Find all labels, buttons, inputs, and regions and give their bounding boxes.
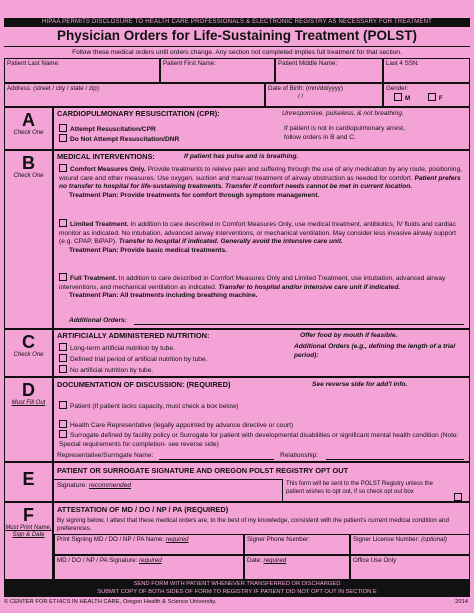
section-f-tab [4,502,53,580]
section-a-side-note-1: If patient is not in cardiopulmonary arrest, [284,125,405,132]
discussion-surrogate-checkbox[interactable] [59,430,67,438]
section-f-header: ATTESTATION OF MD / DO / NP / PA [57,505,183,514]
form-year: 2014 [455,599,468,605]
nutrition-none-checkbox[interactable] [59,365,67,373]
full-treatment-transfer-note: Transfer to hospital and/or intensive care unit if indicated. [218,283,401,291]
address-field[interactable] [4,83,265,107]
section-e-letter: E [22,469,35,489]
section-b-letter: B [22,153,35,173]
limited-treatment-transfer-note: Transfer to hospital if indicated. Generally avoid the intensive care unit. [118,238,343,246]
section-c-body [53,329,470,377]
signer-name-label: Print Signing MD / DO / NP / PA Name: [57,536,165,543]
signer-phone-label: Signer Phone Number: [247,536,310,543]
section-a-letter: A [22,110,35,130]
signer-signature-required: required [138,557,162,564]
section-f-body [53,502,470,580]
dob-label: Date of Birth: (mm/dd/yyyy) [268,85,343,92]
section-d-header: DOCUMENTATION OF DISCUSSION: (REQUIRED) [57,380,231,389]
section-c-letter: C [22,332,35,352]
nutrition-additional-orders: Additional Orders (e.g., defining the length of a trial period): [294,343,456,359]
signer-phone-field[interactable] [244,534,350,555]
discussion-patient-label: Patient (If patient lacks capacity, must check a box below) [70,403,239,410]
section-f-letter: F [23,505,34,525]
ssn-label: Last 4 SSN: [386,60,420,67]
signer-date-label: Date: [247,557,262,564]
signer-signature-label: MD / DO / NP / PA Signature: [57,557,138,564]
cpr-attempt-checkbox[interactable] [59,124,67,132]
cpr-attempt-label: Attempt Resuscitation/CPR [70,126,156,133]
office-use-label: Office Use Only [353,557,397,564]
last-name-label: Patient Last Name: [7,60,60,67]
middle-name-label: Patient Middle Name: [278,60,338,67]
signer-license-field[interactable] [350,534,470,555]
footer-line-1: SEND FORM WITH PATIENT WHENEVER TRANSFERRED OR DISCHARGED [133,581,341,587]
additional-orders-line[interactable] [134,324,464,325]
dob-separators: / / [298,93,304,100]
section-f-header-required: (REQUIRED) [184,505,229,514]
nutrition-trial-checkbox[interactable] [59,354,67,362]
section-c-tab [4,329,53,377]
section-d-body [53,377,470,462]
footer-instructions [4,580,470,597]
gender-f-checkbox[interactable] [428,93,436,101]
copyright-text: © CENTER FOR ETHICS IN HEALTH CARE, Oregon Health & Science University. [4,599,217,605]
section-d-letter: D [22,380,35,400]
additional-orders-label: Additional Orders: [69,317,127,324]
gender-m-checkbox[interactable] [394,93,402,101]
form-subtitle: Follow these medical orders until orders change. Any section not completed implies full treatment for that section. [4,46,470,59]
section-d-header-note: See reverse side for add'l info. [312,381,408,388]
section-a-header: CARDIOPULMONARY RESUSCITATION (CPR): [57,109,220,118]
signer-date-field[interactable] [244,555,350,580]
comfort-measures-checkbox[interactable] [59,164,67,172]
address-label: Address: (street / city / state / zip): [7,85,101,92]
gender-label: Gender: [386,85,409,92]
dob-field[interactable] [265,83,383,107]
section-a-body [53,107,470,150]
section-e-tab [4,462,53,502]
signer-date-required: required [263,557,287,564]
nutrition-long-term-label: Long-term artificial nutrition by tube. [70,345,175,352]
comfort-measures-plan: Treatment Plan: Provide treatments for comfort through symptom management. [69,191,320,199]
discussion-hcr-checkbox[interactable] [59,420,67,428]
section-c-note: Check One [13,352,44,358]
representative-name-label: Representative/Surrogate Name: [57,452,154,459]
discussion-hcr-label: Health Care Representative (legally appointed by advance directive or court) [70,422,294,429]
section-b-body [53,150,470,329]
section-a-side-note-2: follow orders in B and C. [284,134,356,141]
nutrition-long-term-checkbox[interactable] [59,343,67,351]
comfort-measures-option [59,164,464,200]
section-e-body [53,462,470,502]
first-name-label: Patient First Name: [163,60,216,67]
section-a-note: Check One [13,130,44,136]
comfort-measures-text: Provide treatments to relieve pain and suffering through the use of any medication by any route, positioning, wound care and other measures. Use oxygen, suction and manual treatment of airway obstruction as needed for comfort. [59,166,462,182]
patient-signature-required: recommended [88,482,132,489]
signer-license-label: Signer License Number: [353,536,420,543]
section-b-note: Check One [13,173,44,179]
cpr-dnr-label: Do Not Attempt Resuscitation/DNR [70,136,180,143]
section-d-tab [4,377,53,462]
gender-field [383,83,470,107]
section-d-note: Must Fill Out [11,400,46,406]
gender-f-label: F [438,95,443,102]
relationship-label: Relationship: [280,452,319,459]
section-a-header-note: Unresponsive, pulseless, & not breathing. [282,110,404,117]
section-c-header: ARTIFICIALLY ADMINISTERED NUTRITION: [57,331,210,340]
relationship-line[interactable] [326,459,464,460]
patient-signature-box[interactable] [54,479,283,502]
form-title: Physician Orders for Life-Sustaining Treatment (POLST) [56,28,418,43]
section-b-header: MEDICAL INTERVENTIONS: [57,152,155,161]
comfort-measures-transfer-note: Patient prefers no transfer to hospital for life-sustaining treatments. Transfer if comfort needs cannot be met in current location. [59,174,461,191]
nutrition-trial-label: Defined trial period of artificial nutrition by tube. [70,356,208,363]
discussion-surrogate-label: Surrogate defined by facility policy or Surrogate for patient with developmental disabilities or significant mental health condition (Note: Special requirements for completion- see reverse side) [59,432,459,448]
signer-license-optional: (optional) [421,536,447,543]
full-treatment-text: In addition to care described in Comfort Measures Only and Limited Treatment, use intubation, advanced airway interventions, and mechanical ventilation as indicated. [59,275,446,291]
full-treatment-checkbox[interactable] [59,273,67,281]
representative-name-line[interactable] [159,459,274,460]
comfort-measures-title: Comfort Measures Only. [70,166,146,173]
nutrition-none-label: No artificial nutrition by tube. [70,367,154,374]
limited-treatment-title: Limited Treatment. [70,221,129,228]
footer-line-2: SUBMIT COPY OF BOTH SIDES OF FORM TO REGISTRY IF PATIENT DID NOT OPT OUT IN SECTION E [97,589,377,595]
patient-first-name-field[interactable] [160,58,275,83]
gender-m-label: M [405,95,411,102]
discussion-patient-checkbox[interactable] [59,401,67,409]
office-use-box [350,555,470,580]
limited-treatment-text: In addition to care described in Comfort Measures Only, use medical treatment, antibiotics, IV fluids and cardiac monitor as indicated. No intubation, advanced airway interventions, or mechanical ventilation. May consider less invasive airway support (e.g. CPAP, BiPAP). [59,221,456,246]
hipaa-banner: HIPAA PERMITS DISCLOSURE TO HEALTH CARE PROFESSIONALS & ELECTRONIC REGISTRY AS NECESSARY FOR TREATMENT [4,18,470,27]
patient-middle-name-field[interactable] [275,58,383,83]
registry-optout-checkbox[interactable] [454,493,462,501]
limited-treatment-option [59,219,464,255]
section-b-tab [4,150,53,329]
section-b-header-note: If patient has pulse and is breathing. [184,153,299,160]
full-treatment-option [59,273,464,301]
attestation-text: By signing below, I attest that these medical orders are, to the best of my knowledge, consistent with the patient's current medical condition and preferences. [57,517,449,532]
limited-treatment-plan: Treatment Plan: Provide basic medical treatments. [69,246,227,254]
full-treatment-title: Full Treatment. [70,275,117,282]
polst-form [4,4,470,609]
signer-signature-field[interactable] [54,555,244,580]
section-e-header: PATIENT OR SURROGATE SIGNATURE AND OREGON POLST REGISTRY OPT OUT [57,466,349,475]
signer-name-required: required [165,536,189,543]
section-a-tab [4,107,53,150]
full-treatment-plan: Treatment Plan: All treatments including breathing machine. [69,292,258,300]
section-c-header-note: Offer food by mouth if feasible. [300,332,398,339]
ssn-field[interactable] [383,58,470,83]
footer [4,598,470,606]
signer-name-field[interactable] [54,534,244,555]
patient-signature-label: Signature: [57,482,88,489]
section-f-note: Must Print Name, Sign & Date [5,525,52,538]
registry-optout-text: This form will be sent to the POLST Registry unless the patient wishes to opt out, if so check opt out box [286,481,433,495]
limited-treatment-checkbox[interactable] [59,219,67,227]
cpr-dnr-checkbox[interactable] [59,134,67,142]
patient-last-name-field[interactable] [4,58,160,83]
